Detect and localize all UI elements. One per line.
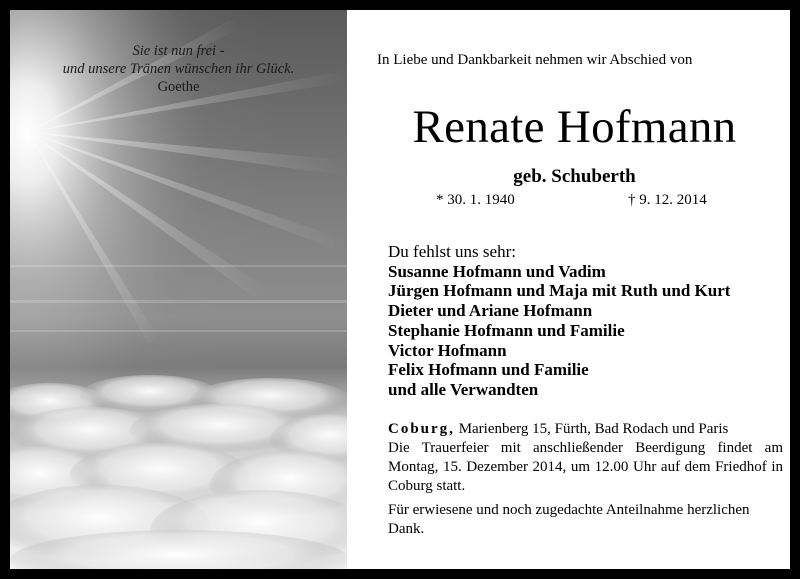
intro-line: In Liebe und Dankbarkeit nehmen wir Abschied von (377, 52, 693, 68)
mourners-lead: Du fehlst uns sehr: (388, 242, 516, 261)
birth-date: * 30. 1. 1940 (436, 192, 515, 208)
deceased-name: Renate Hofmann (412, 101, 737, 153)
mourner-entry: Jürgen Hofmann und Maja mit Ruth und Kurt (388, 281, 731, 301)
places-line (388, 420, 783, 439)
quote-line-2: und unsere Tränen wünschen ihr Glück. (62, 61, 295, 77)
birth-name: geb. Schuberth (513, 166, 636, 187)
mourner-entry: Felix Hofmann und Familie (388, 360, 589, 380)
thanks-line: Für erwiesene und noch zugedachte Anteilnahme herzlichen Dank. (388, 502, 750, 537)
sky-clouds-photo (10, 10, 347, 569)
mourner-entry: und alle Verwandten (388, 379, 539, 399)
death-date: † 9. 12. 2014 (628, 192, 707, 208)
quote-line-1: Sie ist nun frei - (132, 43, 225, 59)
ceremony-details: Die Trauerfeier mit anschließender Beerdigung findet am Montag, 15. Dezember 2014, um 12.00 Uhr auf dem Friedhof in Coburg statt. (388, 440, 783, 494)
mourners-list (388, 242, 783, 400)
obituary-text (377, 50, 783, 537)
mourner-entry: Stephanie Hofmann und Familie (388, 320, 625, 340)
place-coburg: Coburg, (388, 421, 455, 437)
mourner-entry: Susanne Hofmann und Vadim (388, 261, 606, 281)
places-rest: Marienberg 15, Fürth, Bad Rodach und Paris (454, 421, 729, 437)
goethe-quote (10, 42, 347, 96)
mourner-entry: Dieter und Ariane Hofmann (388, 301, 593, 321)
quote-author: Goethe (157, 79, 200, 95)
funeral-info (388, 420, 783, 539)
mourner-entry: Victor Hofmann (388, 340, 507, 360)
